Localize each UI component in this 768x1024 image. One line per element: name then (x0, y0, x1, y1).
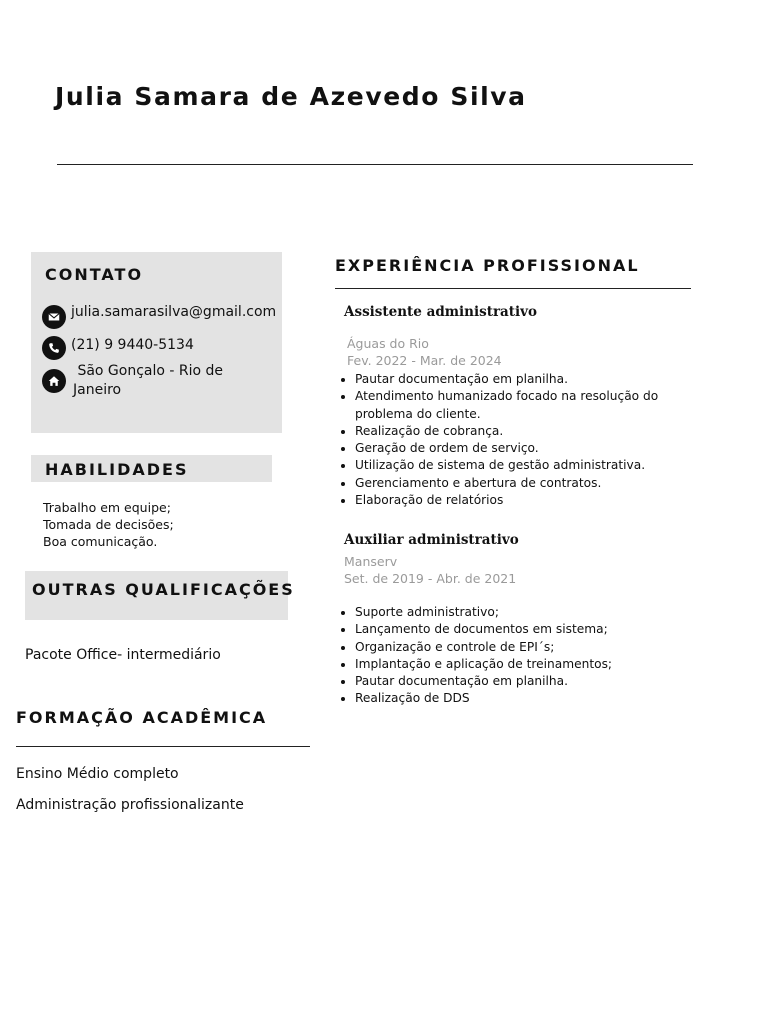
task-item: • Organização e controle de EPI´s; (355, 639, 666, 656)
task-item: • Geração de ordem de serviço. (355, 440, 666, 457)
contact-phone-row (42, 336, 278, 360)
skill-item: Tomada de decisões; (43, 517, 174, 532)
job-company: Manserv (344, 554, 398, 569)
qualifications-title: OUTRAS QUALIFICAÇÕES (32, 580, 295, 599)
job-tasks (336, 371, 666, 509)
task-item: • Lançamento de documentos em sistema; (355, 621, 666, 638)
job-period: Fev. 2022 - Mar. de 2024 (347, 353, 502, 368)
task-item: • Elaboração de relatórios (355, 492, 666, 509)
job-role: Auxiliar administrativo (344, 532, 519, 548)
task-item: • Realização de DDS (355, 690, 666, 707)
education-item: Administração profissionalizante (16, 797, 244, 813)
task-item: • Implantação e aplicação de treinamentos; (355, 656, 666, 673)
qualification-item: Pacote Office- intermediário (25, 647, 221, 663)
task-item: • Utilização de sistema de gestão administrativa. (355, 457, 666, 474)
education-item: Ensino Médio completo (16, 766, 179, 782)
home-icon (42, 369, 66, 393)
contact-email-row (42, 303, 278, 329)
contact-address: São Gonçalo - Rio de Janeiro (73, 363, 228, 398)
skill-item: Boa comunicação. (43, 534, 158, 549)
task-item: • Pautar documentação em planilha. (355, 371, 666, 388)
phone-icon (42, 336, 66, 360)
contact-email[interactable]: julia.samarasilva@gmail.com (71, 304, 277, 320)
email-icon (42, 305, 66, 329)
task-item: • Gerenciamento e abertura de contratos. (355, 475, 666, 492)
contact-phone: (21) 9 9440-5134 (71, 337, 194, 353)
job-role: Assistente administrativo (344, 304, 538, 320)
education-title: FORMAÇÃO ACADÊMICA (16, 708, 268, 727)
job-period: Set. de 2019 - Abr. de 2021 (344, 571, 517, 586)
task-item: • Pautar documentação em planilha. (355, 673, 666, 690)
experience-divider (335, 288, 691, 289)
education-divider (16, 746, 310, 747)
skill-item: Trabalho em equipe; (43, 500, 171, 515)
candidate-name: Julia Samara de Azevedo Silva (55, 82, 527, 111)
contact-title: CONTATO (45, 265, 144, 284)
contact-address-row (42, 362, 247, 400)
job-tasks (336, 604, 666, 708)
skills-title: HABILIDADES (45, 460, 189, 479)
header-divider (57, 164, 693, 165)
experience-title: EXPERIÊNCIA PROFISSIONAL (335, 256, 640, 275)
task-item: • Realização de cobrança. (355, 423, 666, 440)
task-item: • Suporte administrativo; (355, 604, 666, 621)
job-company: Águas do Rio (347, 336, 429, 351)
task-item: • Atendimento humanizado focado na resolução do problema do cliente. (355, 388, 666, 423)
skills-list (43, 499, 174, 550)
